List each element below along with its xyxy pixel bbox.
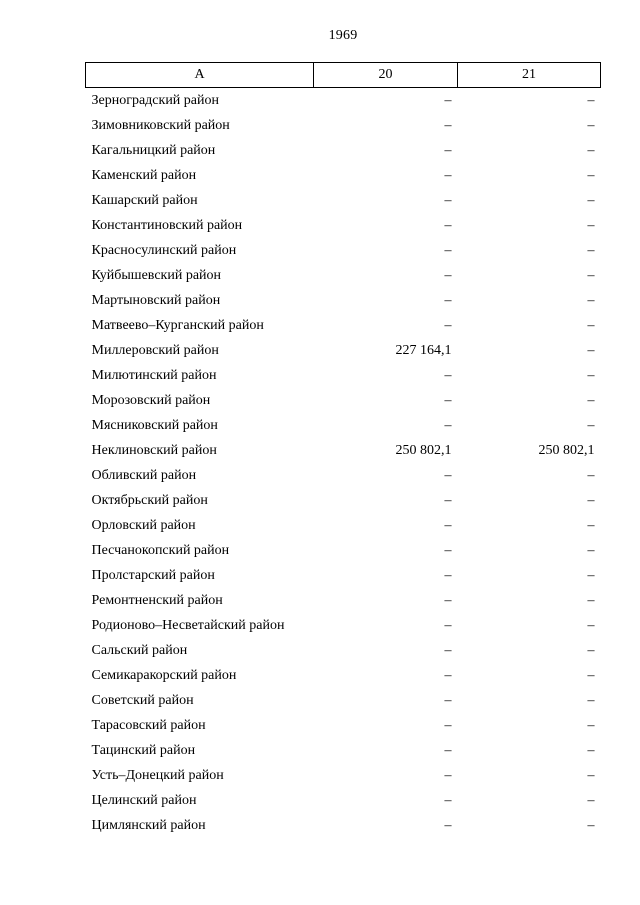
value-cell-20: – xyxy=(444,518,452,533)
value-cell-20: – xyxy=(444,668,452,683)
value-cell-20: – xyxy=(444,543,452,558)
table-row xyxy=(86,313,601,338)
district-name-cell: Обливский район xyxy=(91,468,197,483)
table-row xyxy=(86,588,601,613)
table-row xyxy=(86,138,601,163)
value-cell-21: – xyxy=(587,718,595,733)
value-cell-20: – xyxy=(444,818,452,833)
value-cell-20: 227 164,1 xyxy=(395,343,452,358)
table-row xyxy=(86,288,601,313)
value-cell-20: – xyxy=(444,468,452,483)
value-cell-21: – xyxy=(587,293,595,308)
value-cell-20: – xyxy=(444,268,452,283)
page-number: 1969 xyxy=(328,28,358,43)
value-cell-21: – xyxy=(587,318,595,333)
value-cell-21: – xyxy=(587,768,595,783)
table-row xyxy=(86,788,601,813)
value-cell-20: – xyxy=(444,368,452,383)
value-cell-20: – xyxy=(444,293,452,308)
header-row xyxy=(86,63,601,88)
table-row xyxy=(86,713,601,738)
table-row xyxy=(86,338,601,363)
table-row xyxy=(86,113,601,138)
table-row xyxy=(86,613,601,638)
value-cell-21: – xyxy=(587,93,595,108)
value-cell-20: – xyxy=(444,218,452,233)
value-cell-20: 250 802,1 xyxy=(395,443,452,458)
district-name-cell: Октябрьский район xyxy=(91,493,208,508)
value-cell-20: – xyxy=(444,418,452,433)
district-name-cell: Ремонтненский район xyxy=(91,593,223,608)
value-cell-20: – xyxy=(444,718,452,733)
value-cell-21: – xyxy=(587,818,595,833)
table-row xyxy=(86,213,601,238)
value-cell-20: – xyxy=(444,693,452,708)
table-header xyxy=(86,63,601,88)
value-cell-20: – xyxy=(444,118,452,133)
table-row xyxy=(86,88,601,114)
data-table xyxy=(85,62,601,838)
column-header-a: А xyxy=(86,63,314,88)
value-cell-21: – xyxy=(587,218,595,233)
district-name-cell: Мясниковский район xyxy=(91,418,218,433)
value-cell-20: – xyxy=(444,193,452,208)
district-name-cell: Кагальницкий район xyxy=(91,143,216,158)
value-cell-20: – xyxy=(444,593,452,608)
value-cell-21: – xyxy=(587,368,595,383)
value-cell-21: – xyxy=(587,568,595,583)
value-cell-20: – xyxy=(444,393,452,408)
table-row xyxy=(86,463,601,488)
district-name-cell: Матвеево–Курганский район xyxy=(91,318,264,333)
district-name-cell: Семикаракорский район xyxy=(91,668,237,683)
value-cell-21: – xyxy=(587,243,595,258)
district-name-cell: Зерноградский район xyxy=(91,93,219,108)
value-cell-21: – xyxy=(587,193,595,208)
district-name-cell: Зимовниковский район xyxy=(91,118,230,133)
value-cell-21: – xyxy=(587,168,595,183)
value-cell-20: – xyxy=(444,793,452,808)
value-cell-21: – xyxy=(587,143,595,158)
value-cell-21: – xyxy=(587,518,595,533)
table-body xyxy=(86,88,601,839)
district-name-cell: Миллеровский район xyxy=(91,343,219,358)
district-name-cell: Советский район xyxy=(91,693,194,708)
value-cell-20: – xyxy=(444,568,452,583)
value-cell-20: – xyxy=(444,93,452,108)
district-name-cell: Сальский район xyxy=(91,643,188,658)
district-name-cell: Тарасовский район xyxy=(91,718,206,733)
district-name-cell: Неклиновский район xyxy=(91,443,217,458)
table-row xyxy=(86,663,601,688)
value-cell-21: – xyxy=(587,743,595,758)
district-name-cell: Мартыновский район xyxy=(91,293,221,308)
value-cell-21: – xyxy=(587,393,595,408)
value-cell-21: – xyxy=(587,668,595,683)
value-cell-21: – xyxy=(587,343,595,358)
value-cell-21: – xyxy=(587,418,595,433)
value-cell-21: – xyxy=(587,493,595,508)
district-name-cell: Каменский район xyxy=(91,168,197,183)
value-cell-21: – xyxy=(587,468,595,483)
district-name-cell: Милютинский район xyxy=(91,368,217,383)
table-row xyxy=(86,263,601,288)
district-name-cell: Пролстарский район xyxy=(91,568,215,583)
district-name-cell: Морозовский район xyxy=(91,393,211,408)
value-cell-20: – xyxy=(444,168,452,183)
district-name-cell: Песчанокопский район xyxy=(91,543,230,558)
value-cell-20: – xyxy=(444,618,452,633)
value-cell-21: – xyxy=(587,618,595,633)
value-cell-21: – xyxy=(587,643,595,658)
column-header-21: 21 xyxy=(458,63,601,88)
district-name-cell: Целинский район xyxy=(91,793,197,808)
column-header-20: 20 xyxy=(314,63,458,88)
table-row xyxy=(86,488,601,513)
district-name-cell: Тацинский район xyxy=(91,743,196,758)
value-cell-21: – xyxy=(587,693,595,708)
district-name-cell: Родионово–Несветайский район xyxy=(91,618,285,633)
table-row xyxy=(86,738,601,763)
district-name-cell: Красносулинский район xyxy=(91,243,237,258)
table-row xyxy=(86,538,601,563)
table-row xyxy=(86,638,601,663)
value-cell-20: – xyxy=(444,493,452,508)
table-row xyxy=(86,563,601,588)
value-cell-20: – xyxy=(444,143,452,158)
value-cell-20: – xyxy=(444,643,452,658)
value-cell-20: – xyxy=(444,243,452,258)
table-row xyxy=(86,513,601,538)
table-row xyxy=(86,188,601,213)
value-cell-21: – xyxy=(587,793,595,808)
table-row xyxy=(86,813,601,838)
table-row xyxy=(86,363,601,388)
district-name-cell: Цимлянский район xyxy=(91,818,206,833)
district-name-cell: Кашарский район xyxy=(91,193,198,208)
district-name-cell: Усть–Донецкий район xyxy=(91,768,224,783)
value-cell-21: – xyxy=(587,118,595,133)
district-name-cell: Орловский район xyxy=(91,518,196,533)
value-cell-21: – xyxy=(587,543,595,558)
value-cell-21: 250 802,1 xyxy=(538,443,595,458)
value-cell-20: – xyxy=(444,743,452,758)
table-row xyxy=(86,238,601,263)
value-cell-21: – xyxy=(587,268,595,283)
value-cell-20: – xyxy=(444,768,452,783)
table-row xyxy=(86,438,601,463)
table-row xyxy=(86,388,601,413)
value-cell-20: – xyxy=(444,318,452,333)
data-table-container xyxy=(85,62,600,838)
table-row xyxy=(86,688,601,713)
table-row xyxy=(86,163,601,188)
value-cell-21: – xyxy=(587,593,595,608)
table-row xyxy=(86,763,601,788)
district-name-cell: Константиновский район xyxy=(91,218,243,233)
district-name-cell: Куйбышевский район xyxy=(91,268,222,283)
table-row xyxy=(86,413,601,438)
